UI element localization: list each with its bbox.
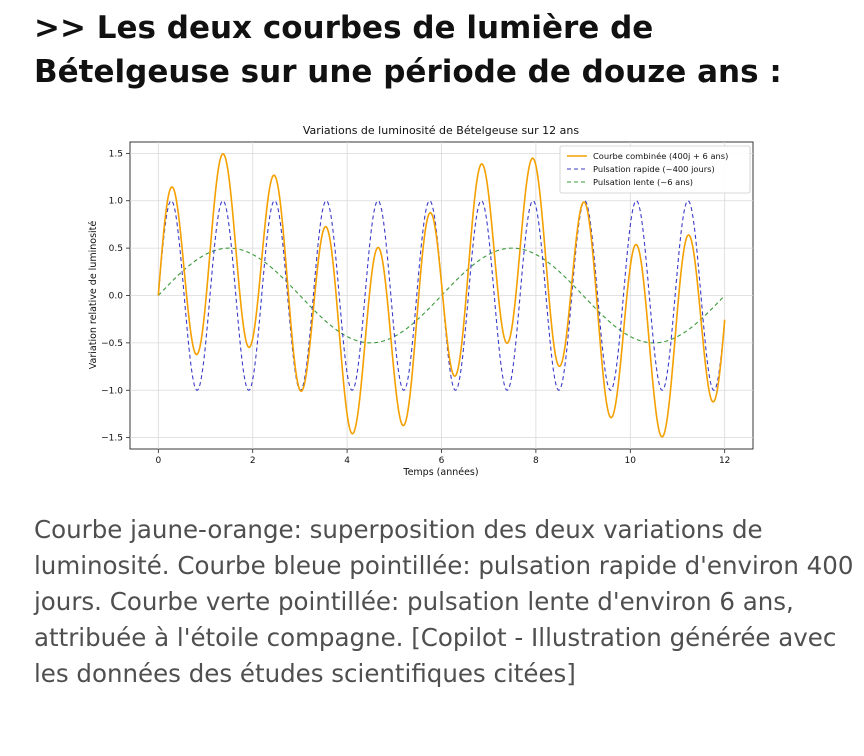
chart-title: Variations de luminosité de Bételgeuse sur 12 ans (302, 124, 580, 137)
x-tick-label: 0 (155, 456, 162, 466)
y-tick-label: 1.0 (108, 196, 123, 207)
x-axis-label: Temps (années) (403, 467, 479, 478)
y-tick-label: 1.5 (108, 149, 123, 160)
x-tick-label: 2 (249, 456, 256, 466)
y-tick-label: 0.5 (108, 244, 123, 255)
x-tick-label: 6 (438, 456, 445, 466)
y-tick-label: 0.0 (108, 291, 123, 302)
page-heading: >> Les deux courbes de lumière de Bételgeuse sur une période de douze ans : (34, 10, 782, 90)
y-tick-label: −1.5 (101, 433, 123, 444)
legend-label: Pulsation lente (~6 ans) (593, 177, 694, 187)
x-tick-label: 12 (718, 456, 731, 466)
y-tick-label: −1.0 (101, 386, 123, 397)
y-tick-label: −0.5 (101, 338, 123, 349)
legend-label: Courbe combinée (400j + 6 ans) (593, 151, 729, 161)
x-tick-label: 10 (624, 456, 637, 466)
x-tick-label: 8 (533, 456, 539, 466)
x-tick-label: 4 (344, 456, 350, 466)
y-axis-label: Variation relative de luminosité (88, 220, 99, 370)
luminosity-chart (84, 112, 764, 484)
legend (560, 146, 750, 193)
chart-container (84, 112, 764, 484)
figure-caption: Courbe jaune-orange: superposition des deux variations de luminosité. Courbe bleue pointillée: pulsation rapide d'environ 400 jours. Courbe verte pointillée: pulsation lente d'environ 6 ans, attribuée à l'étoile compagne. [Copilot - Illustration générée avec les données des études scientifiques citées] (34, 515, 854, 688)
legend-label: Pulsation rapide (~400 jours) (593, 164, 715, 174)
